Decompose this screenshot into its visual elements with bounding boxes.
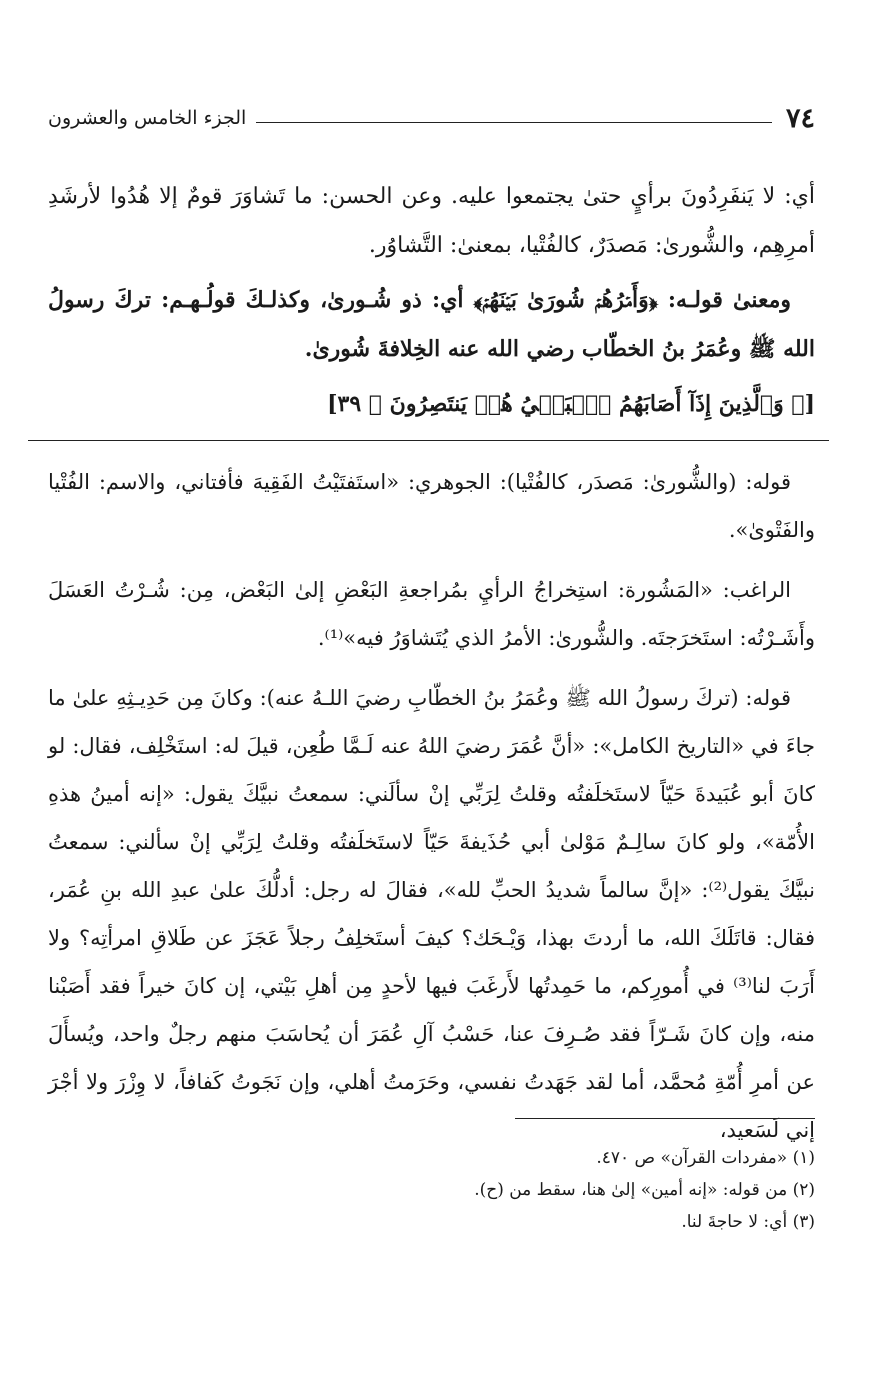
footnote-1: (١) «مفردات القرآن» ص ٤٧٠.	[596, 1148, 815, 1168]
book-page	[48, 0, 815, 1392]
main-paragraph-1: أي: لا يَنفَرِدُونَ برأيٍ حتىٰ يجتمعوا عليه. وعن الحسن: ما تَشاوَرَ قومٌ إلا هُدُوا لأرشَدِ أمرِهِم، والشُّورىٰ: مَصدَرٌ، كالفُتْيا، بمعنىٰ: التَّشاوُر.	[48, 184, 815, 258]
commentary-paragraph-2: الراغب: «المَشُورة: استِخراجُ الرأيِ بمُراجعةِ البَعْضِ إلىٰ البَعْض، مِن: شُـرْتُ العَسَلَ وأَشَـرْتُه: استَخرَجتَه. والشُّورىٰ: الأمرُ الذي يُتَشاوَرُ فيه»⁽¹⁾.	[48, 578, 815, 650]
commentary-paragraph-3: قوله: (تركَ رسولُ الله ﷺ وعُمَرُ بنُ الخطّابِ رضيَ اللـهُ عنه): وكانَ مِن حَدِيـثِهِ علىٰ ما جاءَ في «التاريخ الكامل»: «أنَّ عُمَرَ رضيَ اللهُ عنه لَـمَّا طُعِن، قيلَ له: استَخْلِف، فقال: لو كانَ أبو عُبَيدةَ حَيّاً لاستَخلَفتُه وقلتُ لِرَبِّي إنْ سألَني: سمعتُ نبيَّكَ يقول: «إنه أمينُ هذهِ الأُمّة»، ولو كانَ سالِـمٌ مَوْلىٰ أبي حُذَيفةَ حَيّاً لاستَخلَفتُه وقلتُ لِرَبِّي إنْ سألني: سمعتُ نبيَّكَ يقول⁽²⁾: «إنَّ سالماً شديدُ الحبِّ لله»، فقالَ له رجل: أدلُّكَ علىٰ عبدِ الله بنِ عُمَر، فقال: قاتَلَكَ الله، ما أردتَ بهذا، وَيْـحَك؟ كيفَ أستَخلِفُ رجلاً عَجَزَ عن طَلاقِ امرأتِه؟ ولا أَرَبَ لنا⁽³⁾ في أُمورِكم، ما حَمِدتُها لأَرغَبَ فيها لأحدٍ مِن أهلِ بَيْتي، إن كانَ خيراً فقد أَصَبْنا منه، وإن كانَ شَـرّاً فقد صُـرِفَ عنا، حَسْبُ آلِ عُمَرَ أن يُحاسَبَ منهم رجلٌ واحد، ويُسأَلَ عن أمرِ أُمّةِ مُحمَّد، أما لقد جَهَدتُ نفسي، وحَرَمتُ أهلي، وإن نَجَوتُ كَفافاً، لا وِزْرَ ولا أجْرَ إني لَسَعيد،	[48, 686, 815, 1142]
page-header	[48, 98, 815, 138]
footnote-3: (٣) أي: لا حاجةَ لنا.	[681, 1212, 815, 1232]
page-number: ٧٤	[785, 102, 815, 134]
footnote-separator	[515, 1118, 815, 1119]
footnote-2: (٢) من قوله: «إنه أمين» إلىٰ هنا، سقط من (ح).	[474, 1180, 815, 1200]
commentary-separator	[28, 440, 829, 441]
header-rule	[256, 122, 772, 123]
quran-verse-marker: [﴿ وَٱلَّذِينَ إِذَآ أَصَابَهُمُ ٱلۡبَغۡيُ هُمۡ يَنتَصِرُونَ ﴾ ٣٩]	[327, 391, 815, 417]
main-text	[48, 172, 815, 429]
commentary-text	[48, 458, 815, 1166]
commentary-paragraph-1: قوله: (والشُّورىٰ: مَصدَر، كالفُتْيا): الجوهري: «استَفتَيْتُ الفَقِيهَ فأفتاني، والاسم: الفُتْيا والفَتْوىٰ».	[48, 470, 815, 542]
running-title: الجزء الخامس والعشرون	[48, 107, 247, 129]
footnotes	[48, 1142, 815, 1238]
main-paragraph-2: ومعنىٰ قولـه: ﴿وَأَمۡرُهُمۡ شُورَىٰ بَيۡنَهُمۡ﴾ أي: ذو شُـورىٰ، وكذلـكَ قولُـهـم: تركَ رسولُ الله ﷺ وعُمَرُ بنُ الخطّاب رضي الله عنه الخِلافةَ شُورىٰ.	[48, 287, 815, 362]
